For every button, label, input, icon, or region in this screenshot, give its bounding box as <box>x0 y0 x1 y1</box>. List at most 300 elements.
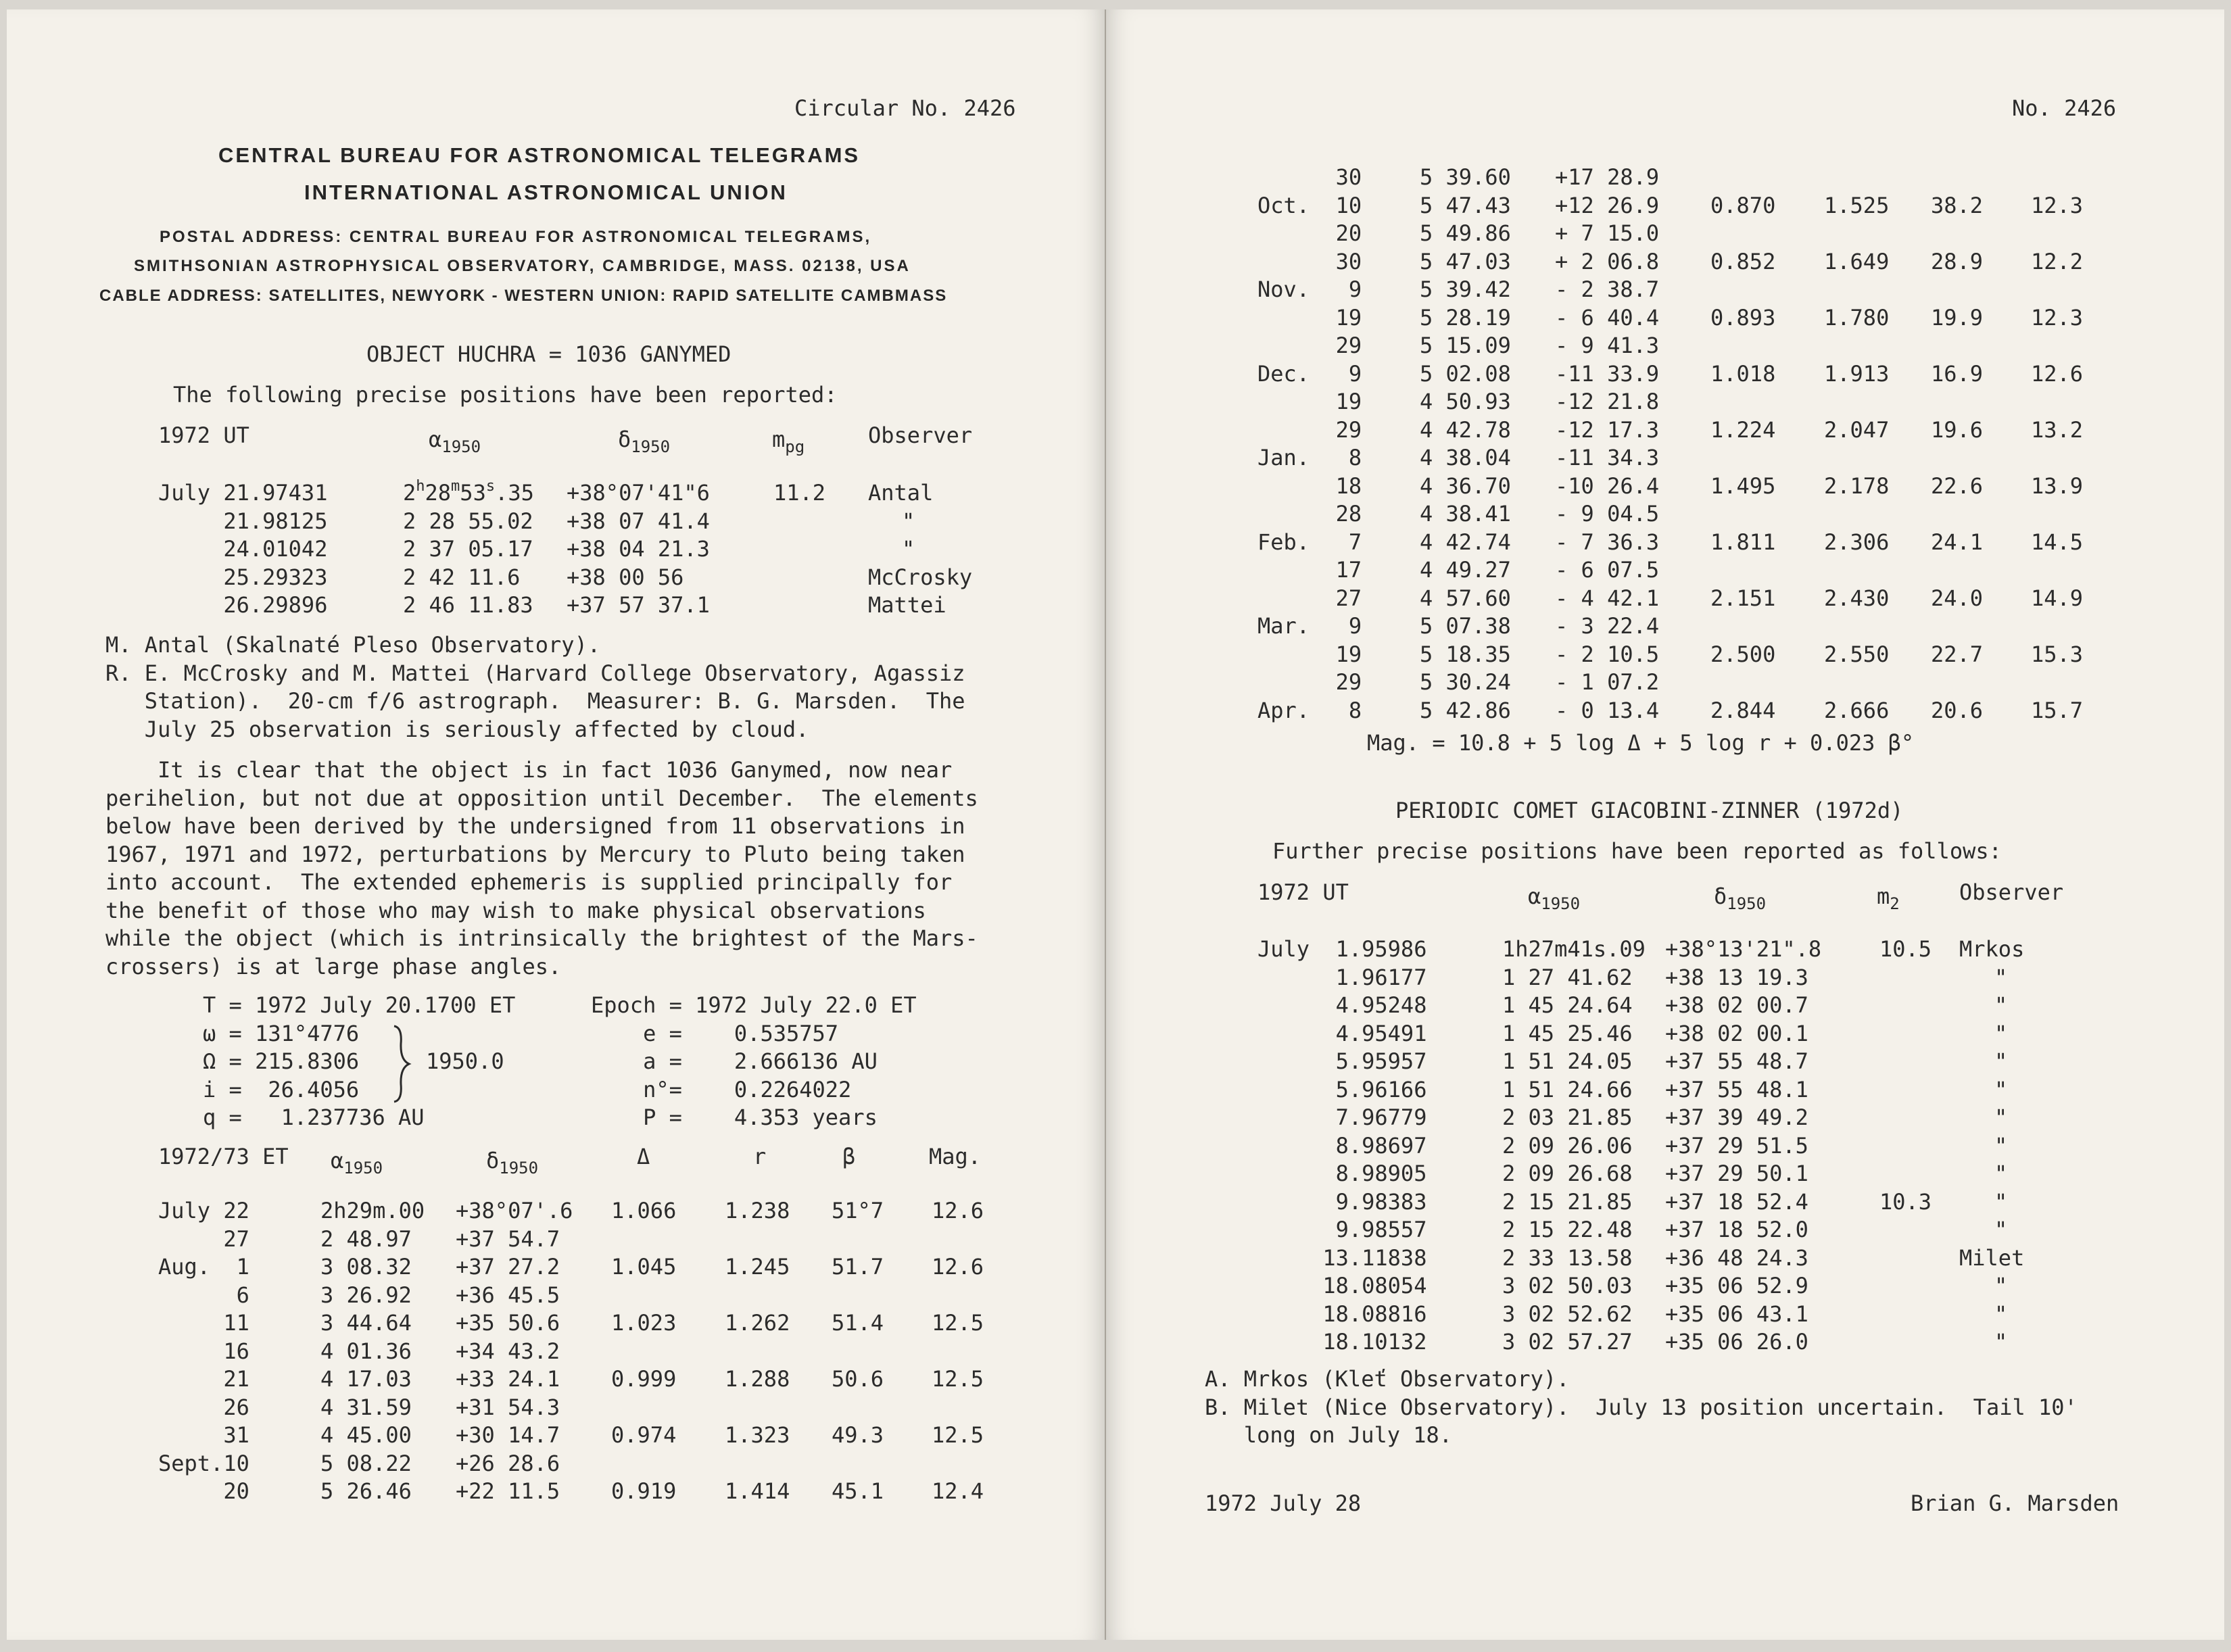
col-alpha: α <box>429 427 442 452</box>
cell-ra: 4 38.04 <box>1420 445 1511 470</box>
cell-observer: McCrosky <box>868 564 973 590</box>
table-row <box>1257 276 2204 304</box>
table-row <box>1257 164 2204 192</box>
cell-dec: +38 07 41.4 <box>567 508 710 534</box>
cell-beta: 19.6 <box>1931 416 1984 443</box>
cell-beta: 16.9 <box>1931 360 1984 387</box>
cell-r: 1.238 <box>725 1198 790 1223</box>
col-ut: 1972 UT <box>1257 879 1349 905</box>
cell-dec: +38 02 00.7 <box>1665 992 1808 1018</box>
cell-ra: 5 07.38 <box>1420 613 1511 639</box>
cell-ra: 3 26.92 <box>320 1282 412 1308</box>
cell-r: 1.649 <box>1824 248 1890 274</box>
cell-date: 9.98383 <box>1257 1188 1427 1215</box>
cell-date: 19 <box>1257 389 1362 414</box>
cell-dec: +37 39 49.2 <box>1665 1104 1808 1130</box>
cell-delta-au: 1.811 <box>1710 529 1776 555</box>
cell-date: July 1.95986 <box>1257 936 1427 962</box>
cell-dec: +35 06 52.9 <box>1665 1273 1808 1298</box>
cell-dec: +37 18 52.0 <box>1665 1217 1808 1242</box>
cell-delta-au: 2.500 <box>1710 641 1776 667</box>
col-alpha-sub: 1950 <box>1541 894 1581 913</box>
cell-r: 2.047 <box>1824 416 1890 443</box>
cell-mag: 14.9 <box>2031 585 2084 611</box>
cell-observer: " <box>1994 1217 2008 1242</box>
postal-address-2: SMITHSONIAN ASTROPHYSICAL OBSERVATORY, CAMBRIDGE, MASS. 02138, USA <box>134 257 911 275</box>
table-row <box>158 535 1037 564</box>
cell-date: 20 <box>1257 220 1362 246</box>
intro-text: The following precise positions have been reported: <box>173 382 838 408</box>
cell-date: 31 <box>158 1422 249 1448</box>
cell-r: 2.666 <box>1824 697 1890 723</box>
cell-date: 25.29323 <box>158 564 328 590</box>
cell-delta-au: 2.844 <box>1710 697 1776 723</box>
cell-beta: 51°7 <box>832 1198 884 1223</box>
cell-ra: 2 15 22.48 <box>1502 1217 1633 1242</box>
cell-mag: 12.6 <box>2031 360 2084 387</box>
cell-dec: - 2 10.5 <box>1555 641 1660 667</box>
cell-date: 21.98125 <box>158 508 328 534</box>
table-row <box>1257 500 2204 529</box>
paragraph-line: perihelion, but not due at opposition until December. The elements <box>105 785 978 811</box>
col-r: r <box>753 1144 767 1169</box>
cell-ra: 4 01.36 <box>320 1338 412 1364</box>
cell-date: 8.98905 <box>1257 1161 1427 1186</box>
cell-dec: - 2 38.7 <box>1555 276 1660 302</box>
element-line: a = 2.666136 AU <box>591 1048 878 1074</box>
paragraph-line: crossers) is at large phase angles. <box>105 953 562 979</box>
col-Delta: Δ <box>637 1144 650 1169</box>
cell-dec: +12 26.9 <box>1555 192 1660 218</box>
cell-date: 20 <box>158 1478 249 1504</box>
cell-date: 26.29896 <box>158 592 328 618</box>
col-mag: Mag. <box>929 1144 982 1169</box>
table-row <box>158 1253 1037 1282</box>
org-subtitle: INTERNATIONAL ASTRONOMICAL UNION <box>304 180 788 204</box>
cell-date: 17 <box>1257 557 1362 583</box>
body-paragraph <box>105 756 1065 981</box>
cell-mag: 13.2 <box>2031 416 2084 443</box>
cell-ra: 4 36.70 <box>1420 472 1511 499</box>
cell-date: Apr. 8 <box>1257 697 1362 723</box>
cell-delta-au: 0.852 <box>1710 248 1776 274</box>
table-row <box>158 1394 1037 1422</box>
cell-observer: Milet <box>1959 1244 2025 1271</box>
cell-observer: " <box>1994 1076 2008 1102</box>
cell-delta-au: 1.066 <box>611 1198 677 1223</box>
col-observer: Observer <box>868 422 973 448</box>
col-delta: δ <box>486 1148 500 1173</box>
cell-date: Mar. 9 <box>1257 613 1362 639</box>
cell-ra: 3 02 52.62 <box>1502 1301 1633 1327</box>
comet-positions-table <box>1257 936 2204 1357</box>
cell-delta-au: 0.893 <box>1710 304 1776 331</box>
cell-mag: 15.3 <box>2031 641 2084 667</box>
paragraph-line: below have been derived by the undersigned from 11 observations in <box>105 813 965 839</box>
cell-dec: +38 00 56 <box>567 564 684 590</box>
date-line: 1972 July 28 <box>1205 1490 1362 1516</box>
cell-ra: 5 18.35 <box>1420 641 1511 667</box>
ephemeris-header <box>158 1143 1037 1177</box>
cell-ra: 5 49.86 <box>1420 220 1511 246</box>
table-row <box>1257 1244 2204 1273</box>
element-line: Epoch = 1972 July 22.0 ET <box>591 992 917 1018</box>
cell-beta: 24.0 <box>1931 585 1984 611</box>
cell-dec: +38°13'21".8 <box>1665 936 1822 962</box>
cell-observer: " <box>1994 1329 2008 1355</box>
note-line: July 25 observation is seriously affected by cloud. <box>105 716 809 742</box>
paragraph-line: 1967, 1971 and 1972, perturbations by Mercury to Pluto being taken <box>105 841 965 867</box>
cell-r: 1.780 <box>1824 304 1890 331</box>
col-beta: β <box>842 1144 856 1169</box>
cell-r: 1.245 <box>725 1254 790 1280</box>
cell-dec: +31 54.3 <box>456 1394 560 1420</box>
cell-date: 19 <box>1257 641 1362 667</box>
cell-dec: +38 02 00.1 <box>1665 1020 1808 1046</box>
cell-observer: " <box>1994 1188 2008 1215</box>
table-row <box>1257 585 2204 613</box>
col-ut: 1972/73 ET <box>158 1144 289 1169</box>
element-line: P = 4.353 years <box>591 1104 878 1130</box>
cell-delta-au: 1.045 <box>611 1254 677 1280</box>
cell-date: Oct. 10 <box>1257 192 1362 218</box>
cell-observer: Mattei <box>868 592 946 618</box>
table-row <box>1257 697 2204 725</box>
postal-address-1: POSTAL ADDRESS: CENTRAL BUREAU FOR ASTRONOMICAL TELEGRAMS, <box>160 228 872 246</box>
cell-date: Feb. 7 <box>1257 529 1362 555</box>
equinox-label: 1950.0 <box>426 1048 504 1074</box>
cell-beta: 50.6 <box>832 1366 884 1392</box>
cell-dec: +37 29 51.5 <box>1665 1132 1808 1159</box>
cell-date: 28 <box>1257 501 1362 527</box>
cell-dec: - 1 07.2 <box>1555 669 1660 695</box>
cell-dec: +22 11.5 <box>456 1478 560 1504</box>
cell-date: July 22 <box>158 1198 249 1223</box>
cell-dec: +38°07'.6 <box>456 1198 573 1223</box>
positions-table <box>158 479 1037 620</box>
cell-ra: 5 47.03 <box>1420 248 1511 274</box>
cell-r: 1.913 <box>1824 360 1890 387</box>
cell-ra: 4 49.27 <box>1420 557 1511 583</box>
cell-dec: +37 55 48.7 <box>1665 1048 1808 1074</box>
cell-date: 6 <box>158 1282 249 1308</box>
table-row <box>1257 416 2204 445</box>
cell-observer: " <box>1994 1048 2008 1074</box>
cell-date: 21 <box>158 1366 249 1392</box>
cell-r: 1.288 <box>725 1366 790 1392</box>
cell-beta: 51.7 <box>832 1254 884 1280</box>
cell-beta: 22.6 <box>1931 472 1984 499</box>
cell-ra: 5 26.46 <box>320 1478 412 1504</box>
element-line: Ω = 215.8306 <box>203 1048 360 1074</box>
table-row <box>1257 964 2204 992</box>
table-row <box>1257 1132 2204 1161</box>
cell-ra: 2 46 11.83 <box>403 592 533 618</box>
table-row <box>1257 360 2204 389</box>
table-row <box>1257 332 2204 360</box>
table-row <box>1257 641 2204 669</box>
cell-date: 30 <box>1257 164 1362 190</box>
cell-ra: 2 28 55.02 <box>403 508 533 534</box>
col-delta-sub: 1950 <box>631 437 671 456</box>
cell-delta-au: 1.018 <box>1710 360 1776 387</box>
cell-date: 18.08816 <box>1257 1301 1427 1327</box>
positions-header <box>158 422 1037 456</box>
cell-delta-au: 0.974 <box>611 1422 677 1448</box>
cell-mag: 12.2 <box>2031 248 2084 274</box>
cell-date: 29 <box>1257 333 1362 358</box>
cell-dec: - 9 41.3 <box>1555 333 1660 358</box>
cell-ra: 2 09 26.68 <box>1502 1161 1633 1186</box>
table-row <box>158 1309 1037 1338</box>
cell-date: 11 <box>158 1310 249 1336</box>
cell-dec: -12 17.3 <box>1555 416 1660 443</box>
table-row <box>158 1338 1037 1366</box>
cell-date: Nov. 9 <box>1257 276 1362 302</box>
cell-ra: 5 47.43 <box>1420 192 1511 218</box>
cell-dec: +34 43.2 <box>456 1338 560 1364</box>
cell-delta-au: 0.999 <box>611 1366 677 1392</box>
right-page <box>1106 9 2224 1640</box>
table-row <box>158 564 1037 592</box>
cell-dec: -12 21.8 <box>1555 389 1660 414</box>
cell-mag: 12.6 <box>932 1198 984 1223</box>
element-line: n°= 0.2264022 <box>591 1076 852 1102</box>
cell-observer: Mrkos <box>1959 936 2025 962</box>
cell-dec: -10 26.4 <box>1555 472 1660 499</box>
table-row <box>1257 992 2204 1020</box>
cell-observer: " <box>1994 964 2008 990</box>
table-row <box>1257 1160 2204 1188</box>
cell-ra: 1 27 41.62 <box>1502 964 1633 990</box>
cell-date: 19 <box>1257 304 1362 331</box>
org-title: CENTRAL BUREAU FOR ASTRONOMICAL TELEGRAMS <box>218 143 861 167</box>
paragraph-line: It is clear that the object is in fact 1036 Ganymed, now near <box>105 757 953 783</box>
table-row <box>1257 1076 2204 1104</box>
table-row <box>1257 556 2204 585</box>
cell-dec: +38°07'41"6 <box>567 480 710 506</box>
element-line: q = 1.237736 AU <box>203 1104 425 1130</box>
cell-date: 29 <box>1257 416 1362 443</box>
cell-mag: 12.5 <box>932 1310 984 1336</box>
col-mag-sub: 2 <box>1890 894 1900 913</box>
cell-date: 30 <box>1257 248 1362 274</box>
cell-date: 18 <box>1257 472 1362 499</box>
cell-date: 4.95248 <box>1257 992 1427 1018</box>
magnitude-formula: Mag. = 10.8 + 5 log Δ + 5 log r + 0.023 β° <box>1367 730 1915 756</box>
cell-ra: 3 08.32 <box>320 1254 412 1280</box>
cell-dec: - 3 22.4 <box>1555 613 1660 639</box>
cell-date: 18.08054 <box>1257 1273 1427 1298</box>
cell-ra: 1h27m41s.09 <box>1502 936 1646 962</box>
cell-delta-au: 0.919 <box>611 1478 677 1504</box>
cell-mag: 12.4 <box>932 1478 984 1504</box>
cell-mag: 12.3 <box>2031 192 2084 218</box>
table-row <box>158 1478 1037 1506</box>
cell-beta: 24.1 <box>1931 529 1984 555</box>
cell-dec: +36 48 24.3 <box>1665 1244 1808 1271</box>
object-title: OBJECT HUCHRA = 1036 GANYMED <box>366 341 731 367</box>
cell-dec: - 0 13.4 <box>1555 697 1660 723</box>
cell-dec: +37 55 48.1 <box>1665 1076 1808 1102</box>
cell-dec: +37 27.2 <box>456 1254 560 1280</box>
table-row <box>158 1365 1037 1394</box>
cell-ra: 5 39.42 <box>1420 276 1511 302</box>
cell-r: 1.414 <box>725 1478 790 1504</box>
cell-date: 26 <box>158 1394 249 1420</box>
cell-observer: " <box>902 536 915 562</box>
cell-date: 1.96177 <box>1257 964 1427 990</box>
cell-r: 1.323 <box>725 1422 790 1448</box>
element-line: ω = 131°4776 <box>203 1020 360 1046</box>
cell-date: 8.98697 <box>1257 1132 1427 1159</box>
cell-mag: 10.3 <box>1879 1188 1932 1215</box>
cell-beta: 22.7 <box>1931 641 1984 667</box>
cell-dec: +35 50.6 <box>456 1310 560 1336</box>
table-row <box>1257 1104 2204 1132</box>
cell-date: 13.11838 <box>1257 1244 1427 1271</box>
cell-date: 16 <box>158 1338 249 1364</box>
cell-date: 24.01042 <box>158 536 328 562</box>
cell-mag: 13.9 <box>2031 472 2084 499</box>
cell-date: 4.95491 <box>1257 1020 1427 1046</box>
cell-beta: 51.4 <box>832 1310 884 1336</box>
cell-dec: +37 54.7 <box>456 1225 560 1252</box>
cell-ra: 5 42.86 <box>1420 697 1511 723</box>
cell-observer: " <box>1994 1161 2008 1186</box>
cell-ra: 1 45 25.46 <box>1502 1020 1633 1046</box>
cell-ra: 5 39.60 <box>1420 164 1511 190</box>
table-row <box>1257 220 2204 248</box>
cell-ra: 4 31.59 <box>320 1394 412 1420</box>
col-alpha-sub: 1950 <box>343 1159 383 1177</box>
elements-right <box>591 992 1024 1132</box>
paragraph-line: the benefit of those who may wish to make physical observations <box>105 897 926 923</box>
table-row <box>158 1197 1037 1225</box>
cell-dec: - 6 07.5 <box>1555 557 1660 583</box>
cell-date: Jan. 8 <box>1257 445 1362 470</box>
note-line: R. E. McCrosky and M. Mattei (Harvard College Observatory, Agassiz <box>105 660 965 686</box>
cell-date: July 21.97431 <box>158 480 328 506</box>
cell-ra: 4 17.03 <box>320 1366 412 1392</box>
cell-dec: +38 13 19.3 <box>1665 964 1808 990</box>
ephemeris-table-continued <box>1257 164 2204 725</box>
cell-dec: +37 57 37.1 <box>567 592 710 618</box>
cell-ra: 2 09 26.06 <box>1502 1132 1633 1159</box>
cell-beta: 19.9 <box>1931 304 1984 331</box>
col-ut: 1972 UT <box>158 422 249 448</box>
cell-dec: +17 28.9 <box>1555 164 1660 190</box>
cell-ra: 5 15.09 <box>1420 333 1511 358</box>
cell-dec: +30 14.7 <box>456 1422 560 1448</box>
circular-number: Circular No. 2426 <box>794 95 1016 121</box>
col-delta-sub: 1950 <box>1727 894 1767 913</box>
cell-beta: 45.1 <box>832 1478 884 1504</box>
table-row <box>158 1422 1037 1450</box>
cell-date: 9.98557 <box>1257 1217 1427 1242</box>
cell-ra: 1 51 24.05 <box>1502 1048 1633 1074</box>
col-alpha: α <box>331 1148 344 1173</box>
table-row <box>1257 444 2204 472</box>
cell-beta: 38.2 <box>1931 192 1984 218</box>
cell-beta: 28.9 <box>1931 248 1984 274</box>
cell-dec: +37 18 52.4 <box>1665 1188 1808 1215</box>
cell-dec: +36 45.5 <box>456 1282 560 1308</box>
comet-title: PERIODIC COMET GIACOBINI-ZINNER (1972d) <box>1395 798 1904 823</box>
cell-dec: - 9 04.5 <box>1555 501 1660 527</box>
cell-ra: 2 37 05.17 <box>403 536 533 562</box>
cell-mag: 14.5 <box>2031 529 2084 555</box>
cell-ra: 5 28.19 <box>1420 304 1511 331</box>
table-row <box>1257 1020 2204 1048</box>
table-row <box>158 1450 1037 1478</box>
table-row <box>1257 1048 2204 1076</box>
cell-dec: -11 33.9 <box>1555 360 1660 387</box>
cable-address: CABLE ADDRESS: SATELLITES, NEWYORK - WESTERN UNION: RAPID SATELLITE CAMBMASS <box>99 287 948 305</box>
cell-observer: Antal <box>868 480 934 506</box>
cell-ra: 4 42.78 <box>1420 416 1511 443</box>
comet-header <box>1257 879 2204 913</box>
cell-dec: + 7 15.0 <box>1555 220 1660 246</box>
table-row <box>158 479 1037 508</box>
cell-ra: 1 51 24.66 <box>1502 1076 1633 1102</box>
table-row <box>158 591 1037 620</box>
element-line: i = 26.4056 <box>203 1076 360 1102</box>
cell-ra: 4 38.41 <box>1420 501 1511 527</box>
cell-mag: 11.2 <box>773 480 826 506</box>
cell-observer: " <box>1994 1301 2008 1327</box>
col-observer: Observer <box>1959 879 2064 905</box>
col-alpha: α <box>1528 883 1541 909</box>
cell-date: 18.10132 <box>1257 1329 1427 1355</box>
cell-dec: -11 34.3 <box>1555 445 1660 470</box>
cell-mag: 15.7 <box>2031 697 2084 723</box>
cell-dec: - 4 42.1 <box>1555 585 1660 611</box>
cell-mag: 12.3 <box>2031 304 2084 331</box>
table-row <box>1257 192 2204 220</box>
cell-date: Aug. 1 <box>158 1254 249 1280</box>
cell-r: 2.430 <box>1824 585 1890 611</box>
brace-icon <box>389 1023 416 1104</box>
element-line: T = 1972 July 20.1700 ET <box>203 992 516 1018</box>
col-mag: m <box>1877 883 1890 909</box>
comet-notes <box>1205 1365 2192 1450</box>
note-line: M. Antal (Skalnaté Pleso Observatory). <box>105 632 601 658</box>
col-mag: m <box>772 427 786 452</box>
cell-observer: " <box>1994 1020 2008 1046</box>
cell-dec: +33 24.1 <box>456 1366 560 1392</box>
cell-ra: 2$^h$28$^m$53$^s$.35 <box>403 478 534 506</box>
table-row <box>1257 248 2204 276</box>
cell-ra: 1 45 24.64 <box>1502 992 1633 1018</box>
cell-r: 1.525 <box>1824 192 1890 218</box>
paragraph-line: while the object (which is intrinsically the brightest of the Mars- <box>105 925 978 951</box>
cell-observer: " <box>1994 992 2008 1018</box>
cell-mag: 12.6 <box>932 1254 984 1280</box>
table-row <box>1257 472 2204 501</box>
table-row <box>1257 1272 2204 1301</box>
cell-date: 27 <box>158 1225 249 1252</box>
table-row <box>158 1225 1037 1254</box>
element-line: e = 0.535757 <box>591 1020 839 1046</box>
cell-ra: 2h29m.00 <box>320 1198 425 1223</box>
cell-delta-au: 1.224 <box>1710 416 1776 443</box>
table-row <box>1257 304 2204 333</box>
cell-beta: 20.6 <box>1931 697 1984 723</box>
cell-observer: " <box>1994 1273 2008 1298</box>
cell-date: Dec. 9 <box>1257 360 1362 387</box>
cell-ra: 2 15 21.85 <box>1502 1188 1633 1215</box>
